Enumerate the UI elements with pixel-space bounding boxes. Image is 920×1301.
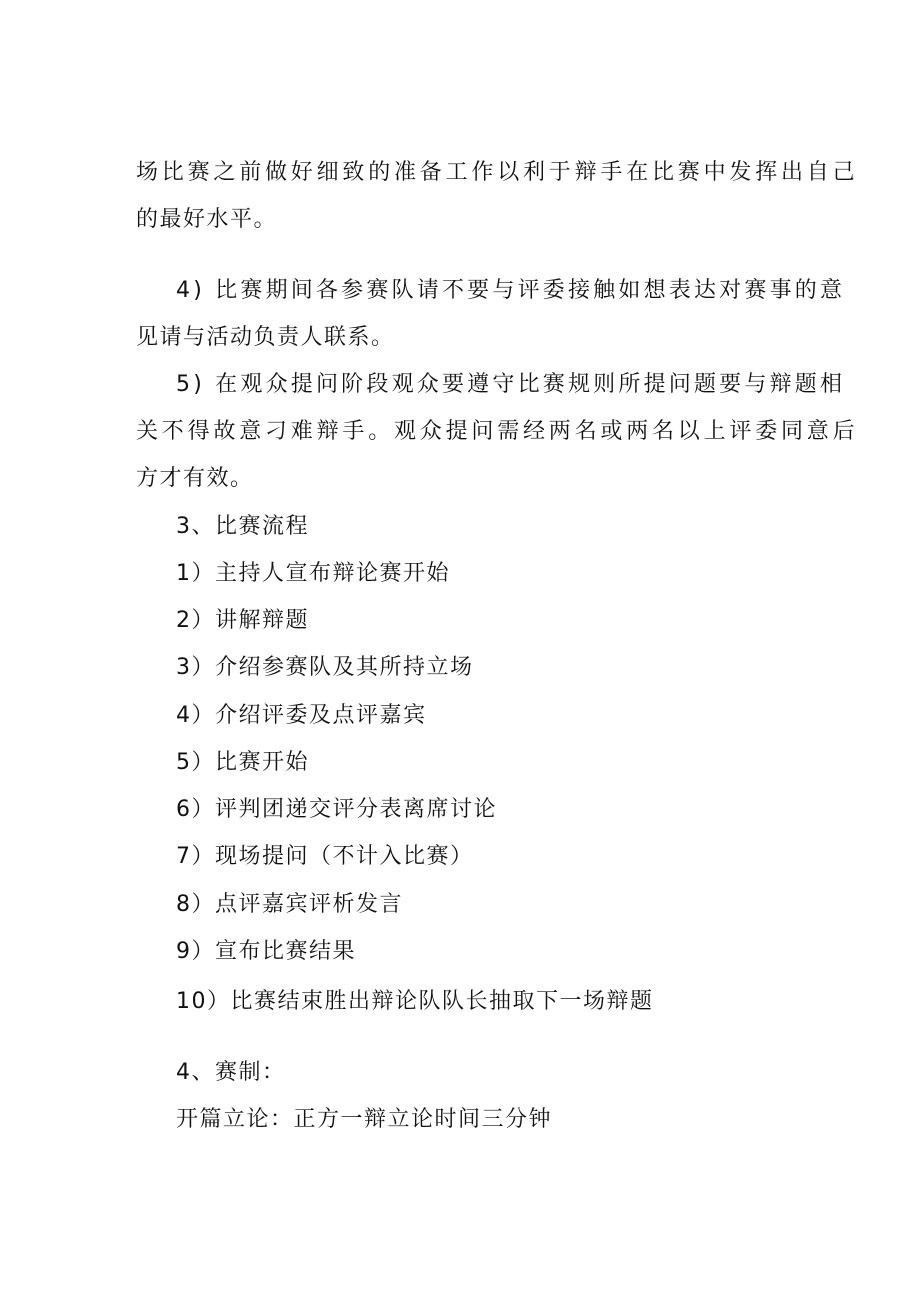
section-4-heading: 4、赛制： (176, 1060, 286, 1085)
process-step: 7）现场提问（不计入比赛） (176, 844, 474, 869)
rule-5-line: 关不得故意刁难辩手。观众提问需经两名或两名以上评委同意后 (136, 419, 859, 444)
paragraph-line: 的最好水平。 (136, 207, 278, 232)
process-step: 6）评判团递交评分表离席讨论 (176, 797, 497, 822)
rule-4-line: 见请与活动负责人联系。 (136, 325, 395, 350)
process-step: 10）比赛结束胜出辩论队队长抽取下一场辩题 (176, 989, 654, 1014)
process-step: 8）点评嘉宾评析发言 (176, 892, 403, 917)
rule-5-line: 方才有效。 (136, 466, 254, 491)
process-step: 2）讲解辩题 (176, 608, 309, 633)
paragraph-line: 场比赛之前做好细致的准备工作以利于辩手在比赛中发挥出自己 (136, 160, 859, 185)
rule-5-line: 5) 在观众提问阶段观众要遵守比赛规则所提问题要与辩题相 (176, 372, 846, 397)
process-step: 9）宣布比赛结果 (176, 939, 356, 964)
format-line: 开篇立论：正方一辩立论时间三分钟 (176, 1107, 553, 1132)
process-step: 4）介绍评委及点评嘉宾 (176, 703, 427, 728)
process-step: 3）介绍参赛队及其所持立场 (176, 655, 474, 680)
process-step: 5）比赛开始 (176, 750, 309, 775)
process-step: 1）主持人宣布辩论赛开始 (176, 561, 450, 586)
rule-4-line: 4) 比赛期间各参赛队请不要与评委接触如想表达对赛事的意 (176, 278, 846, 303)
section-3-heading: 3、比赛流程 (176, 514, 309, 539)
